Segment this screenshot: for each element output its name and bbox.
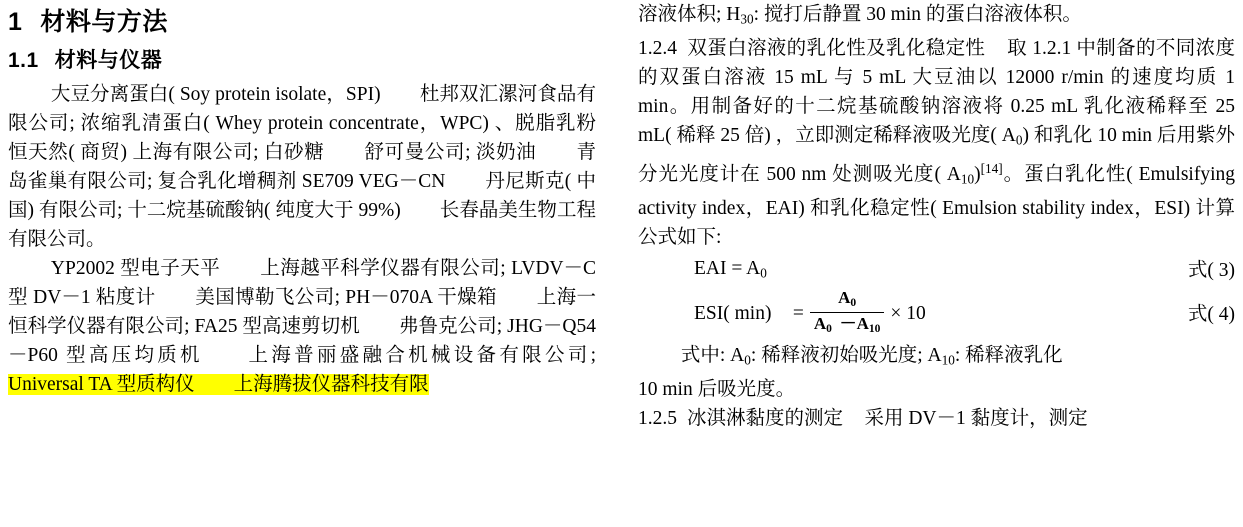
- item-125-number-title: [638, 408, 843, 429]
- right-column: [620, 0, 1243, 527]
- formula-notes-line2: 10 min 后吸光度。: [638, 378, 796, 400]
- formula-4-equals: =: [792, 302, 804, 324]
- item-124-body-a: 取 1.2.1 中制备的不同浓度的双蛋白溶液 15 mL 与 5 mL 大豆油以 12000 r/min 的速度均质 1 min。用制备好的十二烷基硫酸钠溶液将 0.25 mL 乳化液稀释至 25 mL( 稀释 25 倍) ，立即测定稀释液吸光度( A: [638, 37, 1235, 146]
- item-125-title: 冰淇淋黏度的测定: [687, 407, 844, 429]
- item-124-sub-a0: 0: [1015, 132, 1023, 148]
- item-124-body-b: ) 和乳化 10 min 后用紫外分光光度计在 500 nm 处测吸光度( A: [638, 124, 1235, 186]
- formula-4-denominator-a-sub: 0: [826, 322, 832, 336]
- formula-4: [638, 287, 1235, 339]
- formula-notes: [638, 341, 1235, 375]
- formula-4-fraction: [810, 289, 885, 338]
- formula-4-numerator-sub: 0: [850, 295, 857, 309]
- formula-3-left: EAI = A: [694, 258, 761, 279]
- item-124-title: 双蛋白溶液的乳化性及乳化稳定性: [687, 37, 986, 59]
- paragraph-instruments: [8, 254, 596, 399]
- formula-notes-sub-a10: 10: [941, 352, 955, 368]
- formula-4-multiplier: × 10: [890, 302, 926, 324]
- formula-notes-c: : 稀释液乳化: [954, 345, 1063, 367]
- paragraph-instruments-text: YP2002 型电子天平 上海越平科学仪器有限公司; LVDV－C 型 DV－1 粘度计 美国博勒飞公司; PH－070A 干燥箱 上海一恒科学仪器有限公司; FA25 型高速剪切机 弗鲁克公司; JHG－Q54－P60 型高压均质机 上海普丽盛融合机械设备有限公司;: [8, 258, 596, 366]
- paragraph-materials: 大豆分离蛋白( Soy protein isolate，SPI) 杜邦双汇漯河食品有限公司; 浓缩乳清蛋白( Whey protein concentrate，WPC) 、脱脂乳粉 恒天然( 商贸) 上海有限公司; 白砂糖 舒可曼公司; 淡奶油 青岛雀巢有限公司; 复合乳化增稠剂 SE709 VEG－CN 丹尼斯克( 中国) 有限公司; 十二烷基硫酸钠( 纯度大于 99%) 长春晶美生物工程有限公司。: [8, 84, 636, 250]
- formula-notes-a: 式中: A: [680, 345, 745, 367]
- section-title: 材料与方法: [40, 8, 168, 36]
- continued-line-sub: 30: [740, 11, 754, 27]
- formula-4-tag: 式( 4): [1187, 303, 1235, 325]
- section-number: 1: [8, 8, 23, 36]
- formula-4-denominator-b-sub: 10: [868, 322, 881, 336]
- formula-notes-sub-a0: 0: [744, 352, 751, 368]
- formula-3-left-sub: 0: [760, 265, 767, 281]
- formula-4-numerator-a: A: [838, 287, 851, 307]
- item-124-sub-a10: 10: [960, 172, 975, 187]
- formula-4-denominator: [810, 313, 885, 338]
- item-125-number: 1.2.5: [638, 407, 677, 429]
- item-124-reference: [14]: [980, 161, 1003, 177]
- formula-3-tag: 式( 3): [1187, 260, 1235, 282]
- item-124-number: 1.2.4: [638, 37, 677, 59]
- item-124-body-c: ): [974, 164, 981, 186]
- formula-notes-b: : 稀释液初始吸光度; A: [750, 345, 942, 367]
- formula-4-denominator-a: A: [813, 313, 827, 333]
- item-124-body-d: 。蛋白乳化性( Emulsifying activity index，EAI) 和乳化稳定性( Emulsion stability index，ESI) 计算公式如下:: [638, 164, 1235, 248]
- subsection-number: 1.1: [8, 49, 39, 72]
- formula-4-denominator-minus: －A: [839, 313, 869, 333]
- continued-line-b: : 搅打后静置 30 min 的蛋白溶液体积。: [753, 4, 1082, 25]
- item-125-body: 采用 DV－1 黏度计，测定: [864, 407, 1088, 429]
- subsection-heading: [8, 44, 596, 74]
- highlighted-text: Universal TA 型质构仪 上海腾拔仪器科技有限: [8, 374, 429, 395]
- subsection-title: 材料与仪器: [54, 49, 163, 72]
- formula-4-expression: [694, 287, 926, 339]
- formula-4-numerator: [810, 289, 885, 312]
- item-124: [638, 34, 1235, 252]
- item-125: [638, 404, 1235, 433]
- formula-3: [638, 254, 1235, 288]
- formula-4-left: ESI( min): [694, 302, 772, 324]
- formula-3-expression: [694, 254, 767, 288]
- item-124-number-title: [638, 38, 985, 59]
- continued-line-a: 溶液体积; H: [638, 4, 741, 25]
- section-heading: [8, 2, 596, 38]
- continued-line: [638, 0, 1235, 34]
